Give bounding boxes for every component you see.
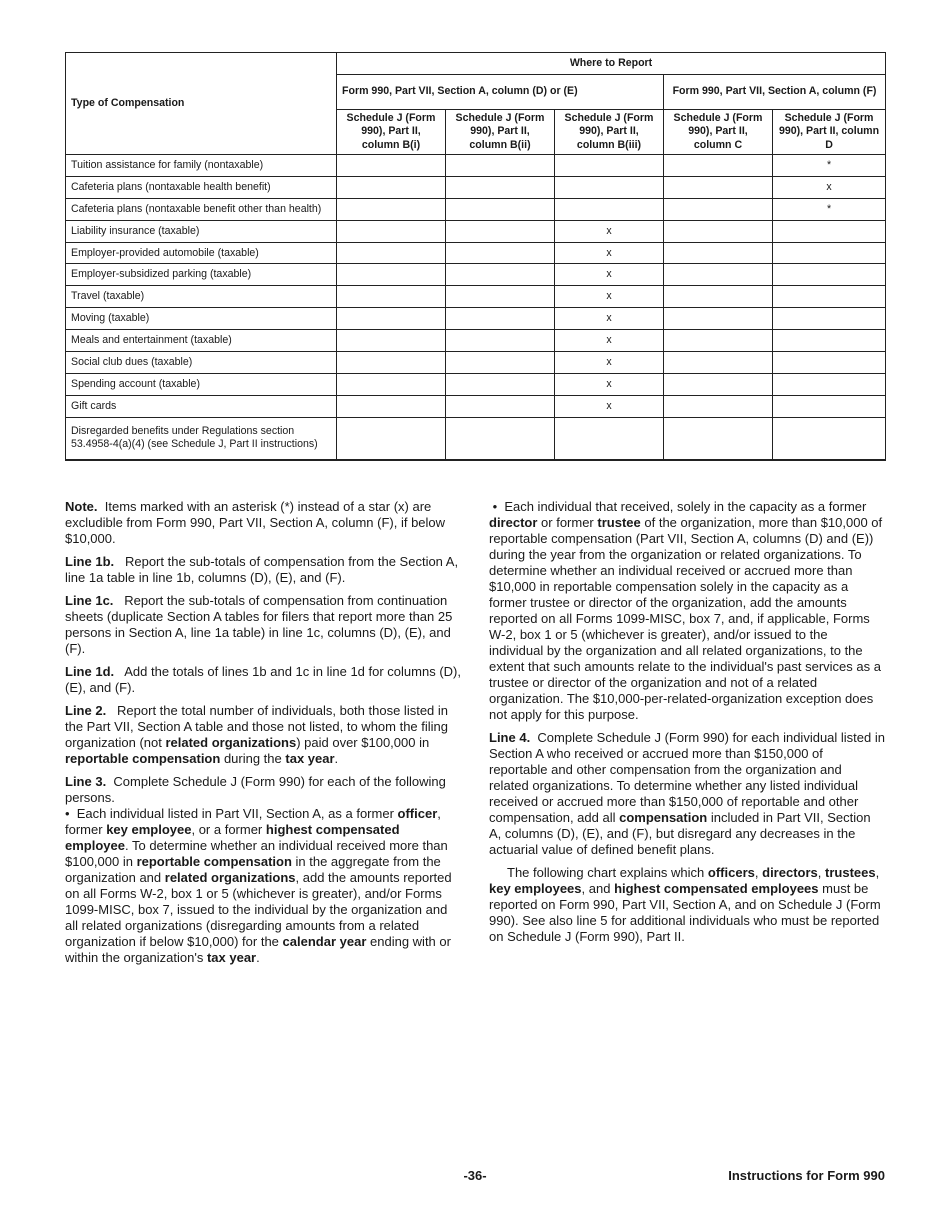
report-mark-cell (337, 373, 446, 395)
report-mark-cell (446, 395, 555, 417)
report-mark-cell (664, 395, 773, 417)
report-mark-cell: x (773, 176, 886, 198)
line-1c-paragraph: Line 1c. Report the sub-totals of compensation from continuation sheets (duplicate Section A tables for filers that report more than 25 persons in Section A, line 1a table) in line 1c, columns (D), (E), and (F). (65, 593, 453, 656)
compensation-type-cell: Cafeteria plans (nontaxable benefit other than health) (66, 198, 337, 220)
report-mark-cell (664, 264, 773, 286)
report-mark-cell: x (555, 352, 664, 374)
report-mark-cell (446, 220, 555, 242)
report-mark-cell (446, 198, 555, 220)
compensation-table (65, 52, 886, 461)
table-row (66, 286, 886, 308)
table-row (66, 395, 886, 417)
table-row (66, 417, 886, 460)
report-mark-cell (446, 417, 555, 460)
sched-biii-header: Schedule J (Form 990), Part II, column B(iii) (555, 110, 664, 155)
compensation-type-cell: Social club dues (taxable) (66, 352, 337, 374)
report-mark-cell (773, 242, 886, 264)
report-mark-cell (337, 198, 446, 220)
report-mark-cell (337, 286, 446, 308)
right-column (489, 499, 885, 952)
report-mark-cell: * (773, 198, 886, 220)
report-mark-cell (773, 352, 886, 374)
compensation-type-cell: Liability insurance (taxable) (66, 220, 337, 242)
chart-explanation-paragraph: The following chart explains which officers, directors, trustees, key employees, and highest compensated employees must be reported on Form 990, Part VII, Section A, and on Schedule J (Form 990). See also line 5 for additional individuals who must be reported on Schedule J (Form 990), Part II. (489, 865, 881, 944)
report-mark-cell (664, 198, 773, 220)
report-mark-cell (664, 242, 773, 264)
report-mark-cell (664, 155, 773, 177)
report-mark-cell (446, 176, 555, 198)
report-mark-cell (664, 330, 773, 352)
report-mark-cell (446, 330, 555, 352)
compensation-type-cell: Tuition assistance for family (nontaxable) (66, 155, 337, 177)
line-1b-paragraph: Line 1b. Report the sub-totals of compensation from the Section A, line 1a table in line 1b, columns (D), (E), and (F). (65, 554, 459, 585)
report-mark-cell (446, 373, 555, 395)
compensation-type-cell: Moving (taxable) (66, 308, 337, 330)
sched-bi-header: Schedule J (Form 990), Part II, column B(i) (337, 110, 446, 155)
report-mark-cell (337, 220, 446, 242)
report-mark-cell (337, 417, 446, 460)
report-mark-cell: x (555, 395, 664, 417)
report-mark-cell: * (773, 155, 886, 177)
table-row (66, 373, 886, 395)
report-mark-cell (773, 220, 886, 242)
table-row (66, 220, 886, 242)
table-row (66, 264, 886, 286)
report-mark-cell (337, 330, 446, 352)
compensation-type-cell: Disregarded benefits under Regulations section 53.4958-4(a)(4) (see Schedule J, Part II instructions) (66, 417, 337, 460)
line-1d-paragraph: Line 1d. Add the totals of lines 1b and 1c in line 1d for columns (D), (E), and (F). (65, 664, 461, 695)
line-2-paragraph: Line 2. Report the total number of individuals, both those listed in the Part VII, Section A table and those not listed, to whom the filing organization (not related organizations) paid over $100,000 in reportable compensation during the tax year. (65, 703, 449, 766)
table-row (66, 198, 886, 220)
report-mark-cell (555, 417, 664, 460)
compensation-type-cell: Cafeteria plans (nontaxable health benefit) (66, 176, 337, 198)
left-column (65, 499, 461, 973)
report-mark-cell (773, 373, 886, 395)
compensation-type-cell: Meals and entertainment (taxable) (66, 330, 337, 352)
report-mark-cell: x (555, 373, 664, 395)
page-number: -36- (463, 1168, 487, 1183)
report-mark-cell (773, 330, 886, 352)
line-3-bullet-1: • Each individual listed in Part VII, Section A, as a former officer, former key employee, or a former highest compensated employee. To determine whether an individual received more than $100,000 in reportable compensation in the aggregate from the organization and related organizations, add the amounts reported on all Forms W-2, box 1 or 5 (whichever is greater), and/or Forms 1099-MISC, box 7, issued to the individual by the organization and all related organizations (disregarding amounts from a related organization if below $10,000) for the calendar year ending with or within the organization's tax year. (65, 806, 452, 965)
footer-title: Instructions for Form 990 (728, 1168, 885, 1183)
report-mark-cell (773, 395, 886, 417)
report-mark-cell: x (555, 220, 664, 242)
report-mark-cell (664, 176, 773, 198)
sched-d-header: Schedule J (Form 990), Part II, column D (773, 110, 886, 155)
report-mark-cell: x (555, 242, 664, 264)
report-mark-cell (337, 264, 446, 286)
line-4-paragraph: Line 4. Complete Schedule J (Form 990) for each individual listed in Section A who received or accrued more than $150,000 of reportable and other compensation from the organization and related organizations. To determine whether any listed individual received or accrued more than $150,000 of reportable and other compensation, add all compensation included in Part VII, Section A, columns (D), (E), and (F), but disregard any decreases in the actuarial value of defined benefit plans. (489, 730, 885, 857)
where-to-report-header: Where to Report (337, 53, 886, 75)
report-mark-cell (555, 176, 664, 198)
report-mark-cell (773, 286, 886, 308)
report-mark-cell: x (555, 330, 664, 352)
type-of-compensation-header: Type of Compensation (66, 53, 337, 155)
report-mark-cell (664, 373, 773, 395)
report-mark-cell: x (555, 286, 664, 308)
report-mark-cell (337, 176, 446, 198)
report-mark-cell (773, 417, 886, 460)
report-mark-cell (337, 395, 446, 417)
report-mark-cell (446, 286, 555, 308)
report-mark-cell (555, 155, 664, 177)
table-row (66, 352, 886, 374)
compensation-type-cell: Gift cards (66, 395, 337, 417)
table-row (66, 176, 886, 198)
report-mark-cell (337, 155, 446, 177)
report-mark-cell: x (555, 264, 664, 286)
part-de-header: Form 990, Part VII, Section A, column (D) or (E) (337, 75, 664, 110)
report-mark-cell (446, 264, 555, 286)
table-row (66, 308, 886, 330)
report-mark-cell (337, 242, 446, 264)
report-mark-cell (446, 308, 555, 330)
part-f-header: Form 990, Part VII, Section A, column (F) (664, 75, 886, 110)
report-mark-cell (664, 417, 773, 460)
report-mark-cell (337, 308, 446, 330)
line-3-paragraph: Line 3. Complete Schedule J (Form 990) for each of the following persons. (65, 774, 446, 805)
report-mark-cell (446, 155, 555, 177)
note-paragraph: Note. Items marked with an asterisk (*) instead of a star (x) are excludible from Form 990, Part VII, Section A, column (F), if below $10,000. (65, 499, 446, 546)
report-mark-cell (773, 308, 886, 330)
compensation-type-cell: Travel (taxable) (66, 286, 337, 308)
report-mark-cell (555, 198, 664, 220)
report-mark-cell (664, 352, 773, 374)
report-mark-cell (664, 308, 773, 330)
compensation-type-cell: Employer-provided automobile (taxable) (66, 242, 337, 264)
report-mark-cell (773, 264, 886, 286)
line-3-bullet-2: • Each individual that received, solely in the capacity as a former director or former trustee of the organization, more than $10,000 of reportable compensation (Part VII, Section A, columns (D) and (E)) during the year from the organization or related organizations. To determine whether an individual received or accrued more than $10,000 in reportable compensation solely in the capacity as a former trustee or director of the organization, add the amounts reported on all Forms 1099-MISC, box 7, and, if applicable, Forms W-2, box 1 or 5 (whichever is greater), and/or issued to the individual by the organization and all related organizations, to the extent that such amounts relate to the individual's past services as a trustee or director of the organization and not of a related organization. The $10,000-per-related-organization exception does not apply for this purpose. (489, 499, 883, 722)
compensation-type-cell: Employer-subsidized parking (taxable) (66, 264, 337, 286)
table-row (66, 242, 886, 264)
compensation-type-cell: Spending account (taxable) (66, 373, 337, 395)
report-mark-cell (446, 242, 555, 264)
table-row (66, 330, 886, 352)
report-mark-cell: x (555, 308, 664, 330)
report-mark-cell (664, 220, 773, 242)
sched-bii-header: Schedule J (Form 990), Part II, column B(ii) (446, 110, 555, 155)
sched-c-header: Schedule J (Form 990), Part II, column C (664, 110, 773, 155)
table-body (66, 155, 886, 460)
table-row (66, 155, 886, 177)
report-mark-cell (446, 352, 555, 374)
report-mark-cell (337, 352, 446, 374)
report-mark-cell (664, 286, 773, 308)
